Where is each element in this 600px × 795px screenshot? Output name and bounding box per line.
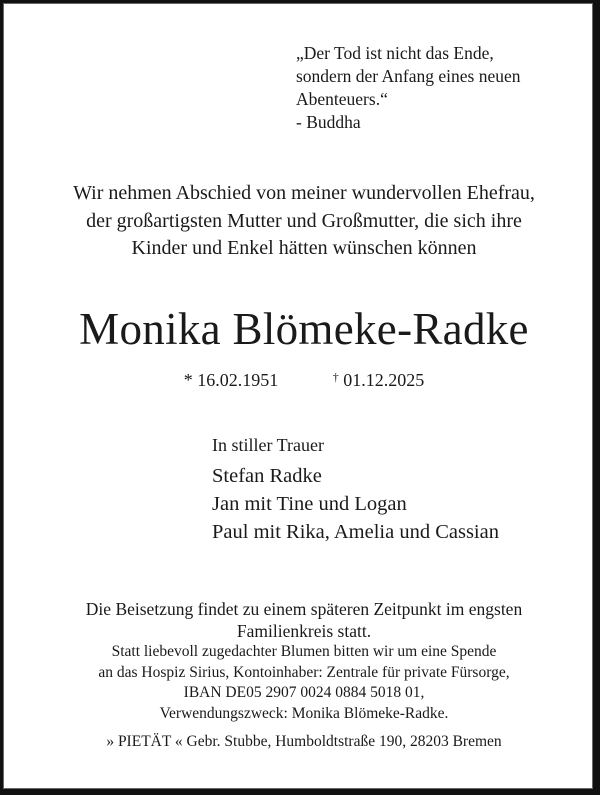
- donation-notice: [4, 642, 600, 724]
- undertaker-info: » PIETÄT « Gebr. Stubbe, Humboldtstraße 190, 28203 Bremen: [106, 733, 502, 750]
- intro-line: der großartigsten Mutter und Großmutter, die sich ihre: [86, 209, 522, 232]
- death-date-group: [333, 370, 425, 390]
- epigraph-quote: [296, 42, 521, 134]
- mourning-heading: In stiller Trauer: [212, 435, 324, 455]
- death-date: 01.12.2025: [343, 370, 425, 390]
- donation-iban: IBAN DE05 2907 0024 0884 5018 01,: [183, 684, 425, 701]
- obituary-card: [3, 3, 593, 789]
- quote-line: „Der Tod ist nicht das Ende,: [296, 43, 494, 63]
- donation-reference: Verwendungszweck: Monika Blömeke-Radke.: [159, 704, 449, 722]
- mourners-section: [212, 432, 499, 546]
- donation-line: Statt liebevoll zugedachter Blumen bitten wir um eine Spende: [111, 643, 497, 660]
- quote-line: Abenteuers.“: [296, 89, 388, 109]
- mourner-name: Stefan Radke: [212, 465, 322, 487]
- burial-line: Die Beisetzung findet zu einem späteren Zeitpunkt im engsten: [85, 599, 523, 619]
- intro-line: Kinder und Enkel hätten wünschen können: [131, 237, 477, 259]
- birth-date-group: [184, 370, 283, 390]
- quote-line: sondern der Anfang eines neuen: [296, 66, 521, 86]
- intro-line: Wir nehmen Abschied von meiner wundervollen Ehefrau,: [73, 182, 535, 204]
- birth-star-icon: *: [183, 370, 193, 390]
- footer-notice: [4, 598, 600, 752]
- donation-line: an das Hospiz Sirius, Kontoinhaber: Zentrale für private Fürsorge,: [98, 663, 510, 681]
- mourner-name: Paul mit Rika, Amelia und Cassian: [212, 521, 499, 543]
- mourner-list: [212, 462, 499, 546]
- life-dates: [4, 365, 600, 392]
- mourner-name: Jan mit Tine und Logan: [212, 493, 407, 515]
- quote-attribution: - Buddha: [296, 112, 361, 132]
- birth-date: 16.02.1951: [197, 370, 279, 390]
- death-cross-icon: †: [332, 370, 339, 384]
- deceased-name: Monika Blömeke-Radke: [79, 304, 529, 354]
- burial-line: Familienkreis statt.: [236, 621, 372, 641]
- burial-notice: [4, 598, 600, 642]
- farewell-intro: [4, 180, 600, 263]
